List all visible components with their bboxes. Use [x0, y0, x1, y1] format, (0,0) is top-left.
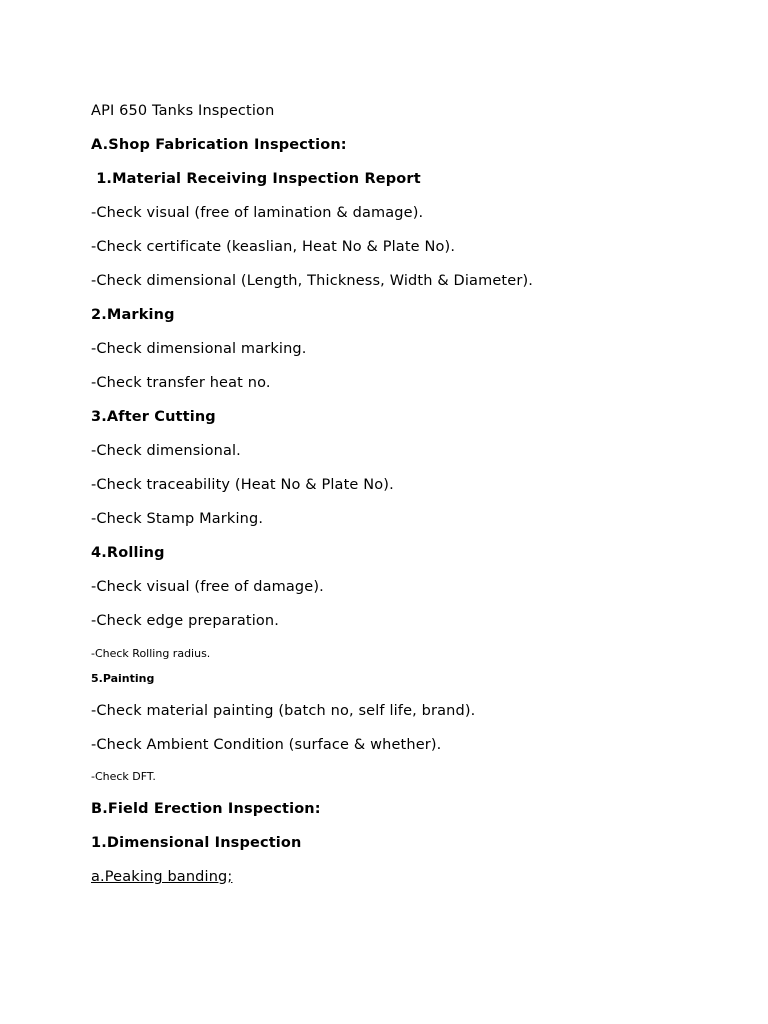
check-line: -Check transfer heat no.	[91, 375, 271, 391]
item-heading-painting: 5.Painting	[91, 672, 155, 685]
check-line: -Check DFT.	[91, 770, 156, 783]
check-line: -Check dimensional (Length, Thickness, Width & Diameter).	[91, 273, 534, 289]
item-heading-marking: 2.Marking	[91, 307, 175, 323]
check-line: -Check material painting (batch no, self life, brand).	[91, 703, 476, 719]
section-heading-field-erection: B.Field Erection Inspection:	[91, 801, 321, 817]
item-heading-dimensional-inspection: 1.Dimensional Inspection	[91, 835, 302, 851]
check-line: -Check dimensional marking.	[91, 341, 307, 357]
item-heading-rolling: 4.Rolling	[91, 545, 165, 561]
check-line: -Check visual (free of damage).	[91, 579, 324, 595]
check-line: -Check traceability (Heat No & Plate No).	[91, 477, 394, 493]
check-line: -Check visual (free of lamination & damage).	[91, 205, 424, 221]
check-line: -Check Rolling radius.	[91, 647, 211, 660]
item-heading-material-receiving: 1.Material Receiving Inspection Report	[91, 171, 421, 187]
section-heading-shop-fabrication: A.Shop Fabrication Inspection:	[91, 137, 347, 153]
check-line: -Check dimensional.	[91, 443, 241, 459]
check-line: -Check Ambient Condition (surface & whether).	[91, 737, 442, 753]
sub-heading-peaking-banding: a.Peaking banding;	[91, 869, 233, 885]
check-line: -Check edge preparation.	[91, 613, 279, 629]
check-line: -Check Stamp Marking.	[91, 511, 264, 527]
item-heading-after-cutting: 3.After Cutting	[91, 409, 216, 425]
check-line: -Check certificate (keaslian, Heat No & Plate No).	[91, 239, 456, 255]
document-title: API 650 Tanks Inspection	[91, 103, 275, 119]
